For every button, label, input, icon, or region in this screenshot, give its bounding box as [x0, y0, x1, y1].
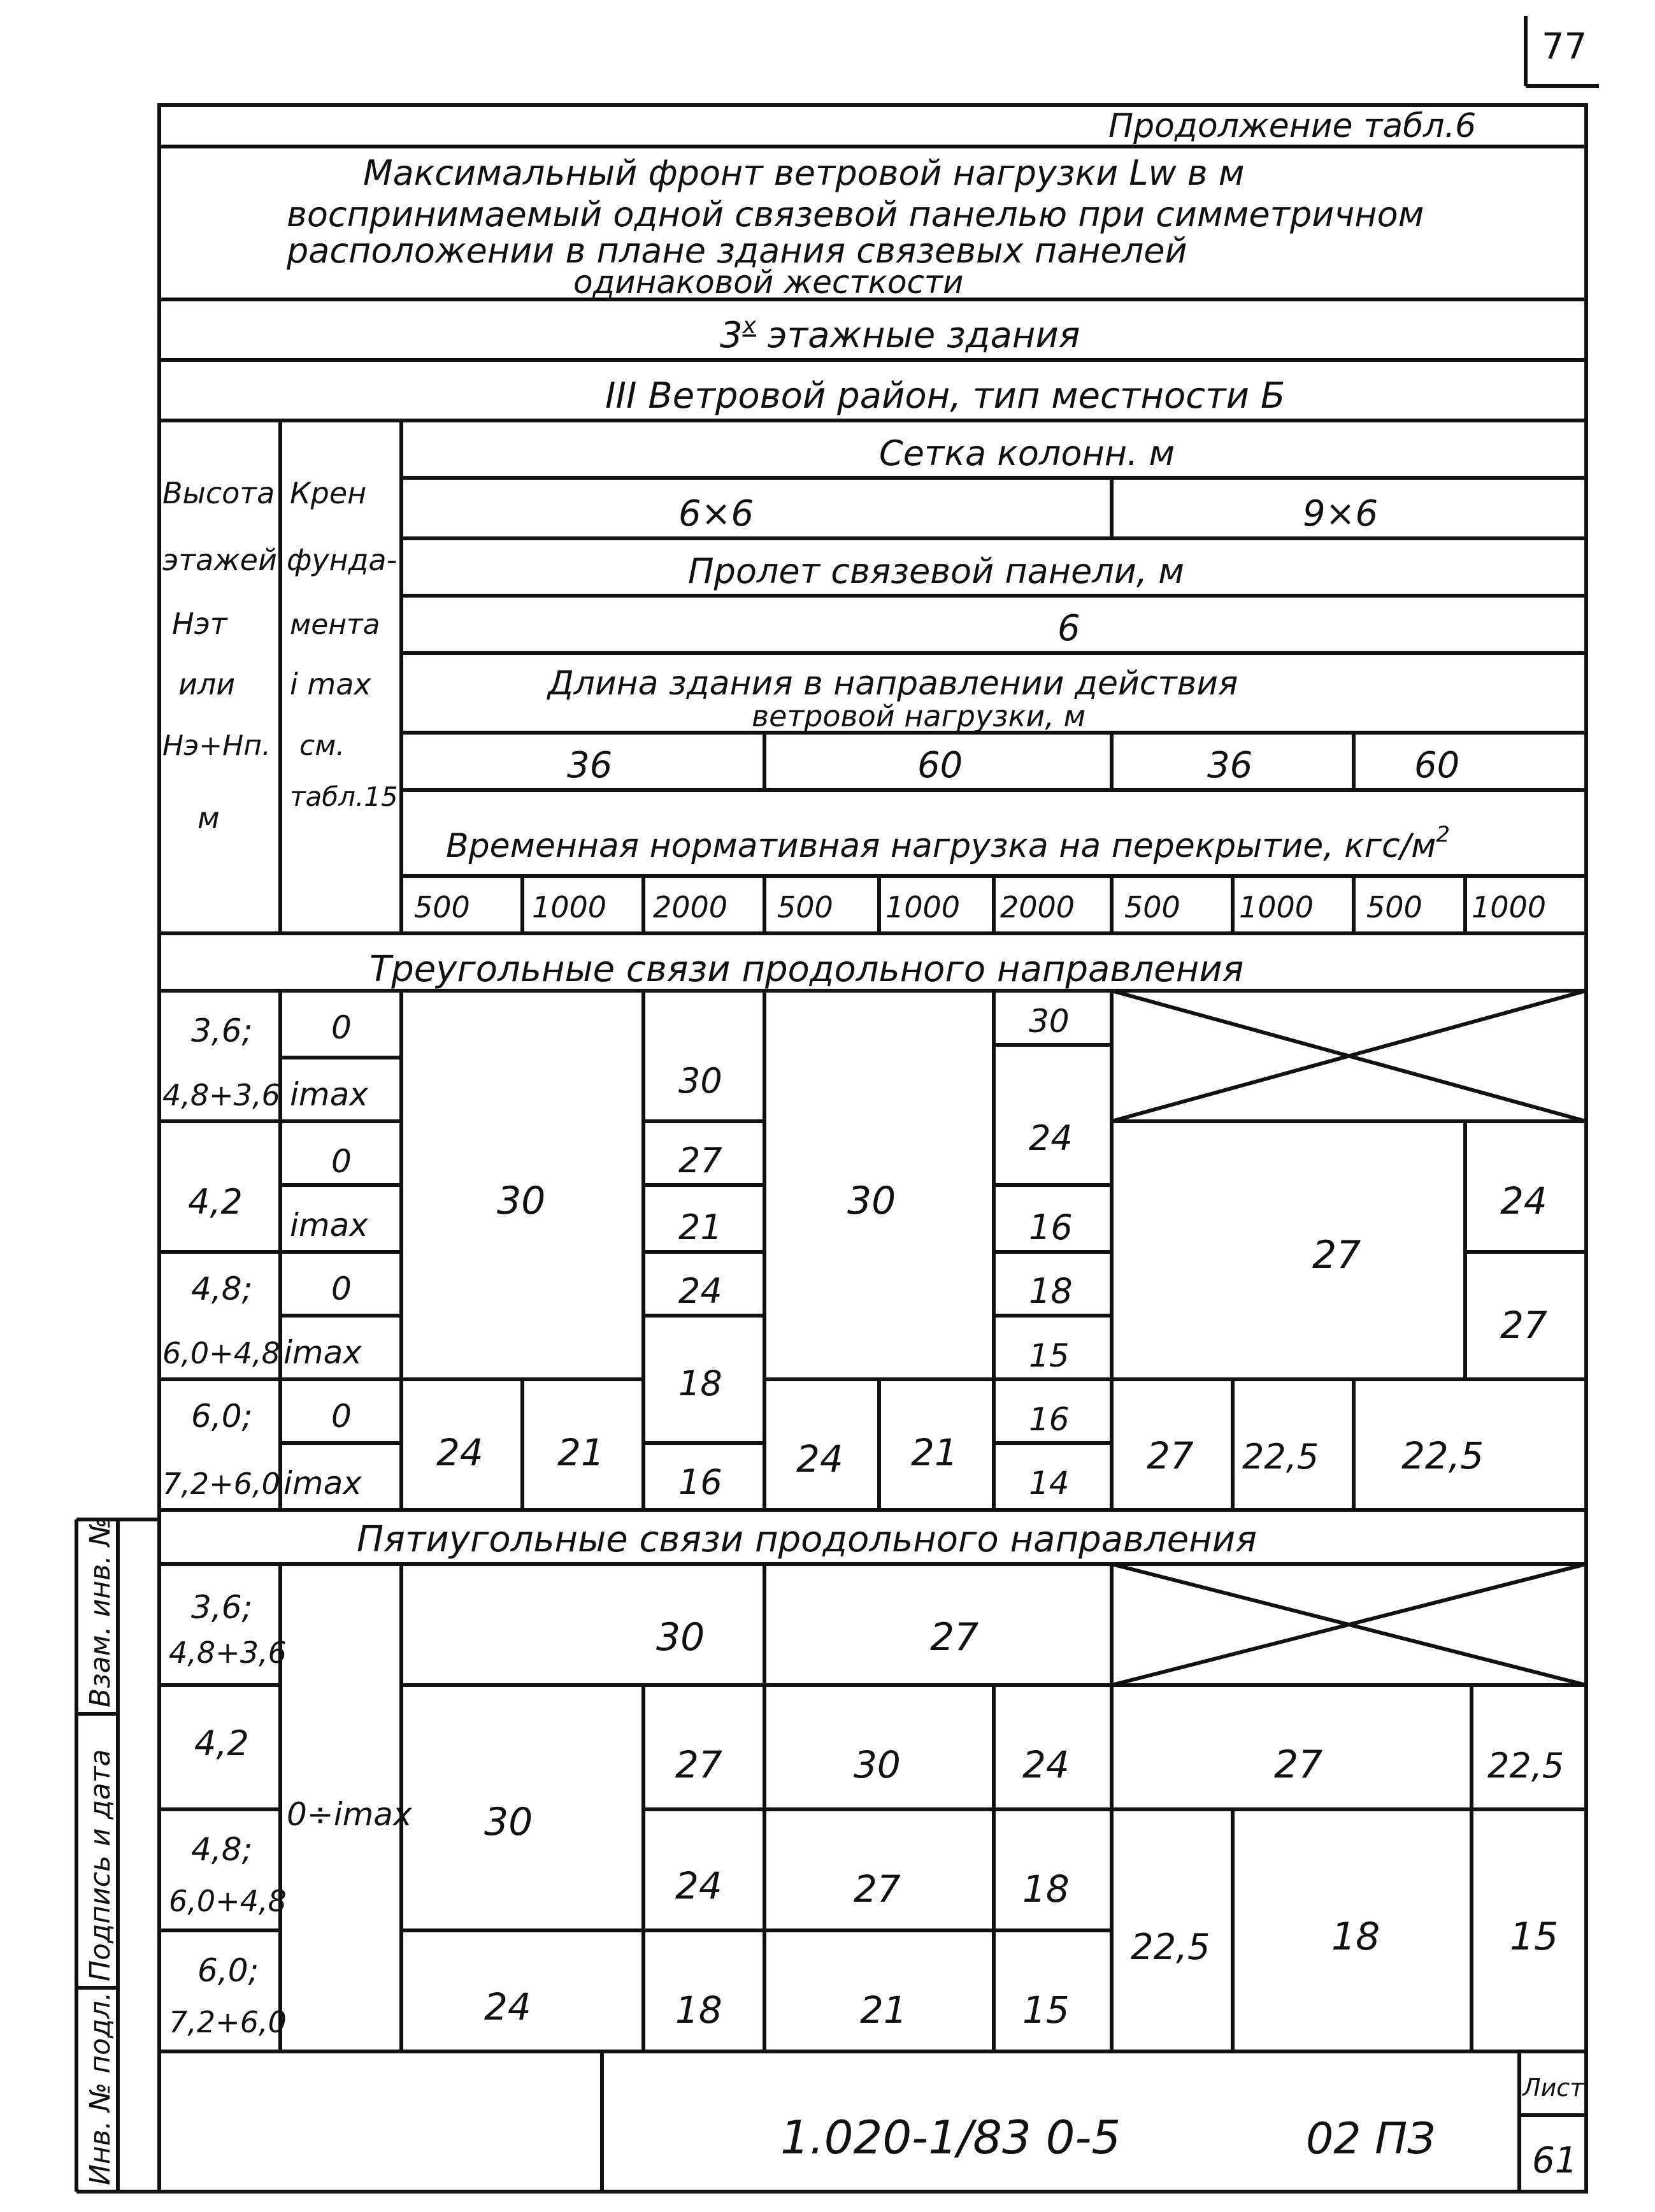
pent-l60-2000-1: 24 [1022, 1743, 1070, 1786]
sheet-label: Лист [1522, 2074, 1584, 2102]
pent-r4-l36-left: 24 [484, 1985, 531, 2029]
grid-6x6: 6×6 [678, 493, 754, 535]
title-line-4: одинаковой жесткости [573, 264, 964, 301]
pent-tilt-range: 0÷imax [287, 1796, 412, 1833]
tri-l60-2000-7: 14 [1029, 1465, 1070, 1502]
length-60-b: 60 [1414, 745, 1460, 786]
tri-h1-a: 3,6; [191, 1012, 253, 1049]
stamp-signature-date: Подпись и дата [84, 1749, 117, 1981]
pent-g9-lower-3: 15 [1510, 1914, 1559, 1959]
col-tilt-6: табл.15 [290, 781, 398, 812]
tri-r60-g9-1: 27 [1147, 1434, 1194, 1477]
col-tilt-2: фунда- [287, 543, 398, 577]
pent-g9-row2-1: 27 [1274, 1742, 1323, 1787]
col-height-4: или [178, 667, 236, 701]
length-label-1: Длина здания в направлении действия [548, 664, 1238, 703]
tri-r60-g9-3: 22,5 [1401, 1434, 1484, 1477]
pent-g9-lower-2: 18 [1331, 1914, 1380, 1959]
tri-r60-l60-2: 21 [911, 1431, 958, 1474]
tri-l60-2000-1: 30 [1029, 1003, 1070, 1040]
tri-t4-b: imax [283, 1465, 362, 1502]
wind-region: III Ветровой район, тип местности Б [605, 375, 1286, 417]
col-tilt-4: i max [290, 667, 371, 701]
tri-l36-2000-2: 27 [678, 1140, 722, 1181]
pent-h3-a: 4,8; [191, 1831, 253, 1868]
tri-h3-b: 6,0+4,8 [162, 1336, 280, 1370]
building-type: $3^х$ этажные здания [720, 313, 1080, 356]
tri-g9-last-1: 24 [1500, 1179, 1547, 1223]
pent-h1-b: 4,8+3,6 [169, 1635, 287, 1670]
tri-r60-l60-1: 24 [796, 1437, 843, 1481]
col-tilt-5: см. [299, 729, 345, 762]
tri-l36-2000-3: 21 [678, 1207, 722, 1247]
tri-t2-b: imax [290, 1207, 368, 1244]
col-height-6: м [197, 801, 220, 835]
tri-t1-a: 0 [331, 1009, 352, 1046]
pent-l60-2000-3: 15 [1022, 1988, 1070, 2032]
load-4: 500 [777, 890, 833, 924]
continuation-label: Продолжение табл.6 [1108, 107, 1477, 145]
load-7: 500 [1124, 890, 1180, 924]
stamp-inv-original: Инв. № подл. [84, 1992, 117, 2185]
tri-l36-2000-5: 18 [678, 1363, 722, 1404]
tri-r60-g9-2: 22,5 [1242, 1437, 1319, 1477]
pent-l36-2000-2: 24 [675, 1864, 722, 1907]
doc-code: 1.020-1/83 0-5 [780, 2111, 1121, 2164]
load-8: 1000 [1239, 890, 1314, 924]
col-height-3: Нэт [172, 607, 227, 641]
load-label: Временная нормативная нагрузка на перекрытие, кгс/$м^2$ [446, 822, 1451, 865]
title-line-2: воспринимаемый одной связевой панелью при симметричном [287, 194, 1424, 234]
tri-l60-2000-3: 16 [1029, 1207, 1073, 1247]
load-10: 1000 [1472, 890, 1547, 924]
tri-t1-b: imax [290, 1076, 368, 1113]
pent-l36-2000-3: 18 [675, 1988, 722, 2032]
pent-l60-left-3: 21 [860, 1988, 907, 2032]
span-value: 6 [1057, 608, 1080, 649]
col-height-1: Высота [162, 476, 275, 510]
load-1: 500 [414, 890, 470, 924]
load-3: 2000 [653, 890, 728, 924]
tri-t2-a: 0 [331, 1143, 352, 1180]
tri-l60-merged: 30 [847, 1179, 896, 1223]
sheet-number: 61 [1532, 2140, 1578, 2181]
tri-l60-2000-4: 18 [1029, 1271, 1073, 1311]
tri-l60-2000-6: 16 [1029, 1401, 1070, 1438]
tri-t3-a: 0 [331, 1270, 352, 1307]
tri-h3-a: 4,8; [191, 1270, 253, 1307]
section-triangular-title: Треугольные связи продольного направления [369, 949, 1244, 990]
load-6: 2000 [1000, 890, 1075, 924]
pent-l60-left-1: 30 [854, 1743, 901, 1786]
pent-l60-left-2: 27 [854, 1867, 901, 1911]
tri-l36-2000-6: 16 [678, 1462, 722, 1502]
length-36-a: 36 [567, 745, 613, 786]
title-line-1: Максимальный фронт ветровой нагрузки Lw в м [363, 153, 1245, 193]
load-5: 1000 [885, 890, 961, 924]
tri-l60-2000-5: 15 [1029, 1337, 1070, 1374]
tri-l36-merged: 30 [497, 1179, 546, 1223]
title-line-3: расположении в плане здания связевых панелей [287, 231, 1187, 271]
pent-r1-l60: 27 [930, 1615, 979, 1660]
load-2: 1000 [532, 890, 607, 924]
pent-l36-2000-1: 27 [675, 1743, 722, 1786]
tri-t3-b: imax [283, 1334, 362, 1371]
tri-l36-2000-4: 24 [678, 1271, 722, 1311]
pent-h3-b: 6,0+4,8 [169, 1884, 287, 1918]
tri-h2-a: 4,2 [188, 1182, 243, 1222]
pent-g9-row2-2: 22,5 [1487, 1746, 1565, 1786]
doc-suffix: 02 ПЗ [1306, 2114, 1435, 2164]
length-36-b: 36 [1207, 745, 1253, 786]
pent-h1-a: 3,6; [191, 1589, 253, 1626]
col-tilt-3: мента [290, 608, 380, 641]
stamp-replaced-inv: Взам. инв. № [84, 1517, 117, 1707]
grid-9x6: 9×6 [1303, 493, 1379, 535]
tri-h4-b: 7,2+6,0 [162, 1467, 280, 1501]
tri-g9-last-2: 27 [1500, 1304, 1547, 1347]
tri-h1-b: 4,8+3,6 [162, 1078, 280, 1112]
span-label: Пролет связевой панели, м [688, 551, 1184, 591]
tri-g9-merged: 27 [1312, 1233, 1361, 1277]
pent-r1-l36: 30 [656, 1615, 705, 1660]
pent-g9-lower-1: 22,5 [1131, 1927, 1210, 1968]
col-tilt-1: Крен [290, 476, 367, 510]
col-height-2: этажей [162, 543, 277, 577]
tri-l36-2000-1: 30 [678, 1061, 722, 1101]
pent-h4-b: 7,2+6,0 [169, 2005, 287, 2039]
length-60-a: 60 [917, 745, 963, 786]
tri-r60-l36-1: 24 [436, 1431, 484, 1474]
pent-h2-a: 4,2 [194, 1723, 249, 1763]
column-grid-label: Сетка колонн. м [879, 433, 1175, 473]
pent-l60-2000-2: 18 [1022, 1867, 1070, 1911]
section-pentagonal-title: Пятиугольные связи продольного направления [357, 1519, 1257, 1560]
pent-l36-merged: 30 [484, 1800, 533, 1844]
col-height-5: Нэ+Нп. [162, 729, 271, 762]
tri-l60-2000-2: 24 [1029, 1118, 1073, 1158]
tri-t4-a: 0 [331, 1398, 352, 1435]
load-9: 500 [1366, 890, 1422, 924]
pent-h4-a: 6,0; [197, 1952, 259, 1989]
tri-r60-l36-2: 21 [557, 1431, 605, 1474]
tri-h4-a: 6,0; [191, 1398, 253, 1435]
page-number: 77 [1542, 26, 1587, 68]
length-label-2: ветровой нагрузки, м [752, 699, 1086, 733]
